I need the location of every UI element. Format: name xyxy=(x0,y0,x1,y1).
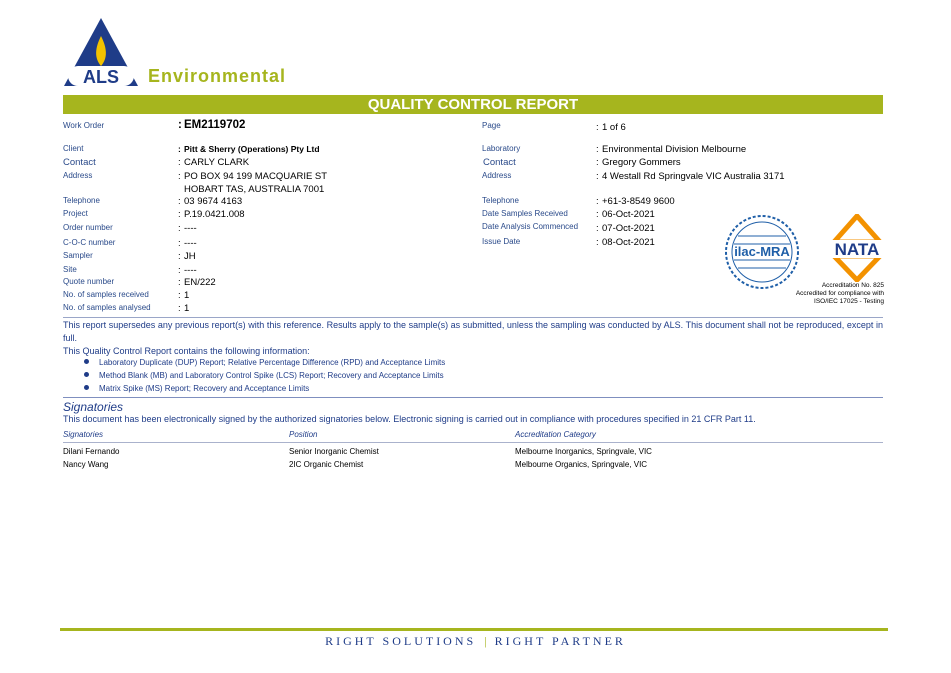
svg-text:NATA: NATA xyxy=(834,240,880,259)
signatory-name: Nancy Wang xyxy=(63,460,109,469)
samples-analysed-value: : 1 xyxy=(178,303,190,314)
client-value: : Pitt & Sherry (Operations) Pty Ltd xyxy=(178,144,320,154)
samples-received-value: : 1 xyxy=(178,290,190,301)
quote-number-value: : EN/222 xyxy=(178,277,216,288)
sampler-label: Sampler xyxy=(63,251,93,260)
als-logo xyxy=(62,16,140,90)
bullet-icon xyxy=(84,385,89,390)
page-label: Page xyxy=(482,121,501,130)
site-value: : ---- xyxy=(178,265,197,276)
signatory-position: Senior Inorganic Chemist xyxy=(289,447,379,456)
footer-divider xyxy=(60,628,888,631)
site-label: Site xyxy=(63,265,77,274)
footer-slogan: RIGHT SOLUTIONS | RIGHT PARTNER xyxy=(325,634,626,648)
signatories-text: This document has been electronically signed by the authorized signatories below. Electronic signing is carried out in compliance with procedures specified in 21 CFR Part 11. xyxy=(63,414,756,424)
list-item: Method Blank (MB) and Laboratory Control Spike (LCS) Report; Recovery and Acceptance Limits xyxy=(84,371,444,380)
telephone-label: Telephone xyxy=(63,196,100,205)
project-label: Project xyxy=(63,209,88,218)
contact-value: : CARLY CLARK xyxy=(178,157,250,168)
work-order-value: : EM2119702 xyxy=(178,119,246,131)
sampler-value: : JH xyxy=(178,251,196,262)
page-value: : 1 of 6 xyxy=(596,122,626,133)
position-header: Position xyxy=(289,430,318,439)
lab-contact-label: Contact xyxy=(483,157,516,168)
lab-address-value: : 4 Westall Rd Springvale VIC Australia 3171 xyxy=(596,171,785,182)
list-item: Matrix Spike (MS) Report; Recovery and Acceptance Limits xyxy=(84,384,309,393)
divider xyxy=(63,397,883,398)
date-received-label: Date Samples Received xyxy=(482,209,568,218)
divider xyxy=(63,317,883,318)
list-item: Laboratory Duplicate (DUP) Report; Relative Percentage Difference (RPD) and Acceptance Limits xyxy=(84,358,445,367)
lab-contact-value: : Gregory Gommers xyxy=(596,157,681,168)
issue-date-value: : 08-Oct-2021 xyxy=(596,237,655,248)
laboratory-label: Laboratory xyxy=(482,144,521,153)
accreditation-number: Accreditation No. 825 xyxy=(821,282,884,289)
coc-number-value: : ---- xyxy=(178,238,197,249)
date-commenced-value: : 07-Oct-2021 xyxy=(596,223,655,234)
address-line1: : PO BOX 94 199 MACQUARIE ST xyxy=(178,171,328,182)
nata-logo xyxy=(826,214,888,282)
lab-address-label: Address xyxy=(482,171,512,180)
work-order-label: Work Order xyxy=(63,121,105,130)
signatory-position: 2IC Organic Chemist xyxy=(289,460,364,469)
laboratory-value: : Environmental Division Melbourne xyxy=(596,144,747,155)
quote-number-label: Quote number xyxy=(63,277,115,286)
svg-text:ilac-MRA: ilac-MRA xyxy=(734,244,790,259)
samples-analysed-label: No. of samples analysed xyxy=(63,303,151,312)
accreditation-compliance: Accredited for compliance with xyxy=(795,290,884,297)
signatory-category: Melbourne Inorganics, Springvale, VIC xyxy=(515,447,652,456)
signatories-header: Signatories xyxy=(63,430,104,439)
bullet-icon xyxy=(84,359,89,364)
accreditation-text xyxy=(770,282,884,306)
bullet-icon xyxy=(84,372,89,377)
signatory-category: Melbourne Organics, Springvale, VIC xyxy=(515,460,648,469)
signatory-name: Dilani Fernando xyxy=(63,447,120,456)
issue-date-label: Issue Date xyxy=(482,237,521,246)
order-number-label: Order number xyxy=(63,223,113,232)
logo-text: ALS xyxy=(83,67,119,87)
accreditation-category-header: Accreditation Category xyxy=(515,430,596,439)
signatories-title: Signatories xyxy=(63,400,124,414)
client-label: Client xyxy=(63,144,84,153)
report-title: QUALITY CONTROL REPORT xyxy=(63,95,883,114)
coc-number-label: C-O-C number xyxy=(63,238,116,247)
brand-name: Environmental xyxy=(148,66,287,86)
address-label: Address xyxy=(63,171,93,180)
contact-label: Contact xyxy=(63,157,96,168)
address-line2: HOBART TAS, AUSTRALIA 7001 xyxy=(184,184,325,195)
ilac-mra-logo xyxy=(724,214,800,290)
date-received-value: : 06-Oct-2021 xyxy=(596,209,655,220)
date-commenced-label: Date Analysis Commenced xyxy=(482,222,579,231)
supersedes-paragraph: This report supersedes any previous report(s) with this reference. Results apply to the sample(s) as submitted, unless the sampling was conducted by ALS. This document shall not be reproduced, except in full. xyxy=(63,320,883,343)
project-value: : P.19.0421.008 xyxy=(178,209,245,220)
accreditation-standard: ISO/IEC 17025 - Testing xyxy=(814,298,884,305)
contains-paragraph: This Quality Control Report contains the following information: xyxy=(63,346,310,356)
telephone-value: : 03 9674 4163 xyxy=(178,196,243,207)
lab-telephone-value: : +61-3-8549 9600 xyxy=(596,196,675,207)
divider xyxy=(63,442,883,443)
lab-telephone-label: Telephone xyxy=(482,196,519,205)
order-number-value: : ---- xyxy=(178,223,197,234)
samples-received-label: No. of samples received xyxy=(63,290,149,299)
